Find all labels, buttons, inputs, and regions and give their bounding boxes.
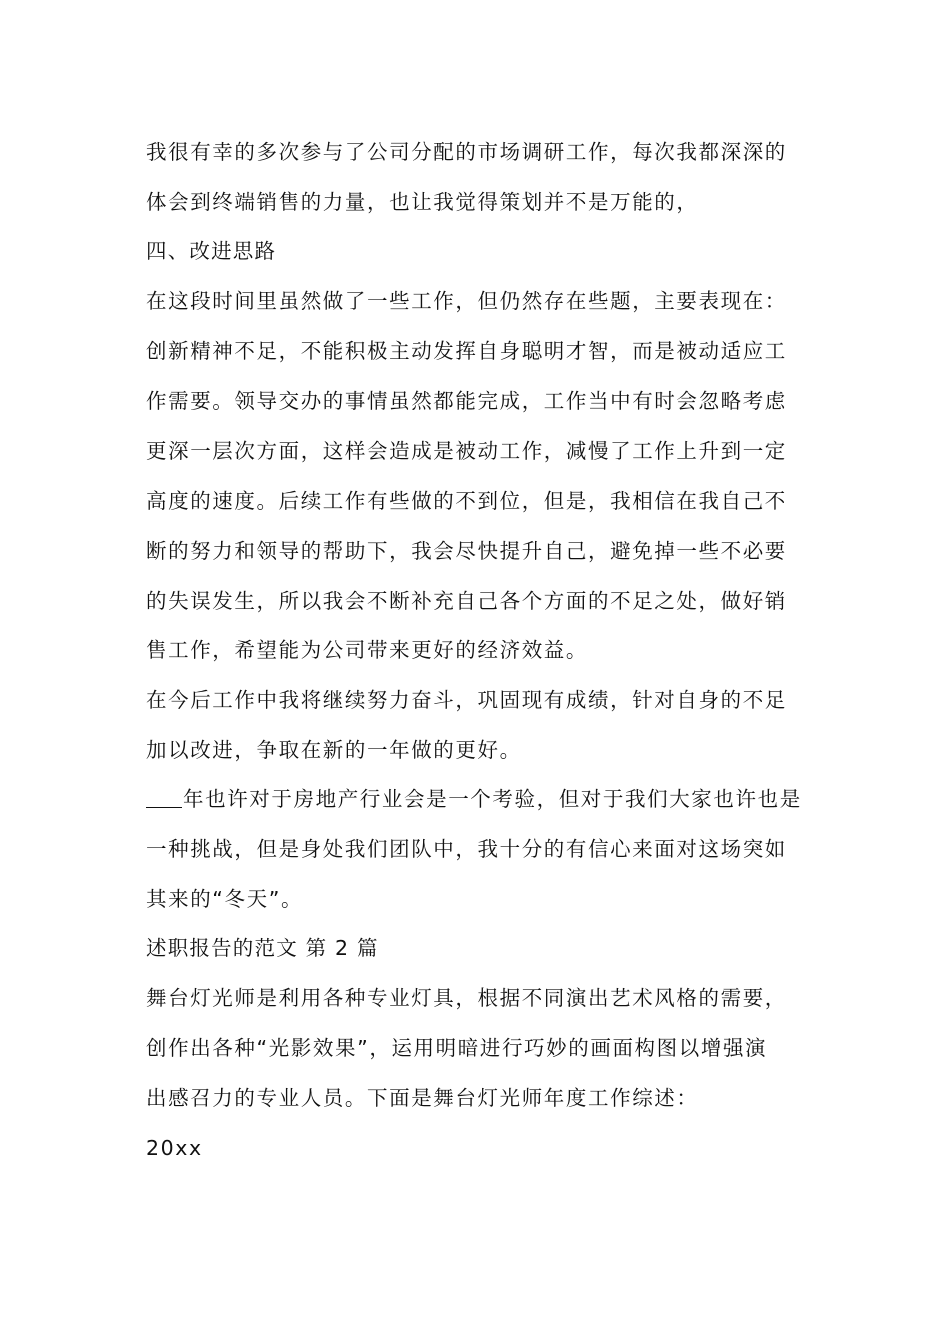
paragraph-line: 出感召力的专业人员。下面是舞台灯光师年度工作综述： (146, 1086, 699, 1110)
paragraph-line: 在这段时间里虽然做了一些工作，但仍然存在些题，主要表现在： (146, 289, 787, 313)
fill-in-blank (146, 787, 182, 808)
paragraph-line: 高度的速度。后续工作有些做的不到位，但是，我相信在我自己不 (146, 489, 787, 513)
paragraph-line: 创作出各种“光影效果”，运用明暗进行巧妙的画面构图以增强演 (146, 1036, 768, 1060)
paragraph-line: 20xx (146, 1136, 203, 1160)
section-title: 述职报告的范文 第 2 篇 (146, 936, 379, 960)
paragraph-line: 售工作，希望能为公司带来更好的经济效益。 (146, 638, 588, 662)
paragraph-line: 其来的“冬天”。 (146, 887, 304, 911)
paragraph-line: 我很有幸的多次参与了公司分配的市场调研工作，每次我都深深的 (146, 140, 787, 164)
paragraph-line: 体会到终端销售的力量，也让我觉得策划并不是万能的， (146, 190, 699, 214)
paragraph-line: 创新精神不足，不能积极主动发挥自身聪明才智，而是被动适应工 (146, 339, 787, 363)
paragraph-line: 的失误发生，所以我会不断补充自己各个方面的不足之处，做好销 (146, 589, 787, 613)
paragraph-line: 作需要。领导交办的事情虽然都能完成，工作当中有时会忽略考虑 (146, 389, 787, 413)
paragraph-line: 在今后工作中我将继续努力奋斗，巩固现有成绩，针对自身的不足 (146, 688, 787, 712)
paragraph-line: 舞台灯光师是利用各种专业灯具，根据不同演出艺术风格的需要， (146, 986, 787, 1010)
paragraph-line: 加以改进，争取在新的一年做的更好。 (146, 738, 522, 762)
paragraph-line-text: 年也许对于房地产行业会是一个考验，但对于我们大家也许也是 (183, 787, 802, 811)
paragraph-line-with-blank (146, 786, 806, 812)
section-heading: 四、改进思路 (146, 239, 277, 263)
paragraph-line: 断的努力和领导的帮助下，我会尽快提升自己，避免掉一些不必要 (146, 539, 787, 563)
paragraph-line: 更深一层次方面，这样会造成是被动工作，减慢了工作上升到一定 (146, 439, 787, 463)
paragraph-line: 一种挑战，但是身处我们团队中，我十分的有信心来面对这场突如 (146, 837, 787, 861)
